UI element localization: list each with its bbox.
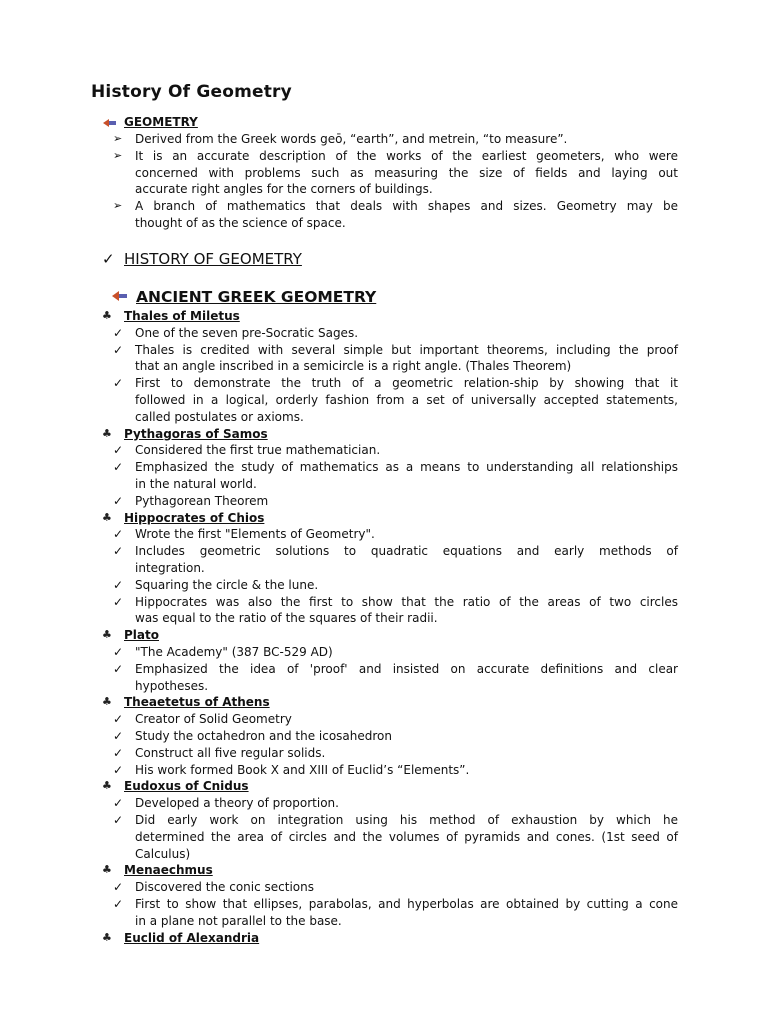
check-bullet-icon: ✓: [113, 813, 124, 827]
bullet-text-line: Considered the first true mathematician.: [135, 443, 381, 458]
check-bullet-icon: ✓: [113, 645, 124, 659]
bullet-text-line: in the natural world.: [135, 477, 257, 491]
bullet-text-line: First to show that ellipses, parabolas, and hyperbolas are obtained by cutting a cone: [135, 897, 678, 911]
bullet-text-line: "The Academy" (387 BC-529 AD): [135, 645, 333, 659]
page-title: History Of Geometry: [91, 82, 292, 102]
person-heading: Plato: [124, 628, 159, 643]
check-bullet-icon: ✓: [113, 745, 124, 760]
bullet-text-line: hypotheses.: [135, 678, 209, 693]
check-bullet-icon: ✓: [113, 577, 124, 592]
person-heading: Eudoxus of Cnidus: [124, 779, 249, 794]
bullet-text-line: Construct all five regular solids.: [135, 745, 326, 760]
check-bullet-icon: ✓: [113, 527, 124, 542]
ancient-greek-heading: ANCIENT GREEK GEOMETRY: [136, 288, 377, 306]
check-bullet-icon: ✓: [113, 796, 124, 811]
bullet-text-line: Squaring the circle & the lune.: [135, 577, 319, 592]
club-bullet-icon: ♣: [102, 426, 112, 440]
bullet-text-line: integration.: [135, 561, 205, 575]
check-bullet-icon: ✓: [113, 594, 124, 609]
bullet-text-line: Emphasized the study of mathematics as a means to understanding all relationships: [135, 460, 678, 475]
arrow-bullet-icon: ➢: [113, 199, 123, 213]
bullet-text-line: thought of as the science of space.: [135, 216, 346, 230]
bullet-text-line: Pythagorean Theorem: [135, 493, 269, 508]
check-bullet-icon: ✓: [113, 544, 124, 559]
person-heading: Hippocrates of Chios: [124, 510, 265, 525]
check-bullet-icon: ✓: [113, 376, 124, 391]
bullet-text-line: His work formed Book X and XIII of Euclid’s “Elements”.: [135, 762, 470, 777]
check-bullet-icon: ✓: [113, 342, 124, 357]
bullet-text-line: It is an accurate description of the works of the earliest geometers, who were: [135, 148, 678, 163]
bullet-text-line: was equal to the ratio of the squares of their radii.: [135, 611, 438, 626]
check-bullet-icon: ✓: [113, 762, 124, 777]
bullet-text-line: Study the octahedron and the icosahedron: [135, 729, 393, 743]
history-check-icon: ✓: [102, 250, 115, 268]
club-bullet-icon: ♣: [102, 779, 112, 793]
geometry-heading: GEOMETRY: [124, 115, 198, 129]
check-bullet-icon: ✓: [113, 880, 124, 895]
check-bullet-icon: ✓: [113, 325, 124, 340]
arrow-bullet-icon: ➢: [113, 132, 123, 145]
bullet-text-line: Derived from the Greek words geō, “earth”, and metrein, “to measure”.: [135, 132, 568, 146]
person-heading: Pythagoras of Samos: [124, 426, 268, 441]
check-bullet-icon: ✓: [113, 729, 124, 743]
ancient-bullet-icon: [112, 289, 128, 303]
bullet-text-line: Wrote the first "Elements of Geometry".: [135, 527, 375, 542]
person-heading: Euclid of Alexandria: [124, 930, 260, 945]
bullet-text-line: accurate right angles for the corners of buildings.: [135, 182, 433, 197]
club-bullet-icon: ♣: [102, 628, 112, 642]
person-heading: Theaetetus of Athens: [124, 695, 270, 710]
bullet-text-line: A branch of mathematics that deals with shapes and sizes. Geometry may be: [135, 199, 678, 214]
bullet-text-line: Developed a theory of proportion.: [135, 796, 339, 811]
club-bullet-icon: ♣: [102, 309, 112, 322]
check-bullet-icon: ✓: [113, 493, 124, 508]
check-bullet-icon: ✓: [113, 460, 124, 475]
bullet-text-line: concerned with problems such as measuring the size of fields and laying out: [135, 165, 678, 180]
history-heading: HISTORY OF GEOMETRY: [124, 250, 302, 268]
bullet-text-line: One of the seven pre-Socratic Sages.: [135, 325, 359, 340]
check-bullet-icon: ✓: [113, 712, 124, 727]
bullet-text-line: Did early work on integration using his method of exhaustion by which he: [135, 813, 678, 827]
bullet-text-line: determined the area of circles and the volumes of pyramids and cones. (1st seed of: [135, 829, 678, 844]
club-bullet-icon: ♣: [102, 863, 112, 877]
bullet-text-line: Includes geometric solutions to quadratic equations and early methods of: [135, 544, 678, 559]
bullet-text-line: Thales is credited with several simple but important theorems, including the proof: [135, 342, 678, 357]
check-bullet-icon: ✓: [113, 897, 124, 911]
club-bullet-icon: ♣: [102, 510, 112, 524]
person-heading: Thales of Miletus: [124, 309, 240, 323]
bullet-arrow-icon: [103, 117, 117, 129]
bullet-text-line: Calculus): [135, 846, 191, 861]
bullet-text-line: Emphasized the idea of 'proof' and insisted on accurate definitions and clear: [135, 661, 678, 676]
bullet-text-line: Discovered the conic sections: [135, 880, 315, 895]
check-bullet-icon: ✓: [113, 443, 124, 458]
bullet-text-line: called postulates or axioms.: [135, 409, 304, 424]
bullet-text-line: Creator of Solid Geometry: [135, 712, 292, 727]
person-heading: Menaechmus: [124, 863, 213, 878]
club-bullet-icon: ♣: [102, 695, 112, 709]
bullet-text-line: Hippocrates was also the first to show that the ratio of the areas of two circles: [135, 594, 678, 609]
club-bullet-icon: ♣: [102, 930, 112, 944]
bullet-text-line: in a plane not parallel to the base.: [135, 913, 342, 928]
bullet-text-line: followed in a logical, orderly fashion from a set of universally accepted statements,: [135, 393, 678, 407]
arrow-bullet-icon: ➢: [113, 148, 123, 162]
bullet-text-line: that an angle inscribed in a semicircle is a right angle. (Thales Theorem): [135, 359, 572, 374]
bullet-text-line: First to demonstrate the truth of a geometric relation-ship by showing that it: [135, 376, 678, 391]
check-bullet-icon: ✓: [113, 661, 124, 676]
